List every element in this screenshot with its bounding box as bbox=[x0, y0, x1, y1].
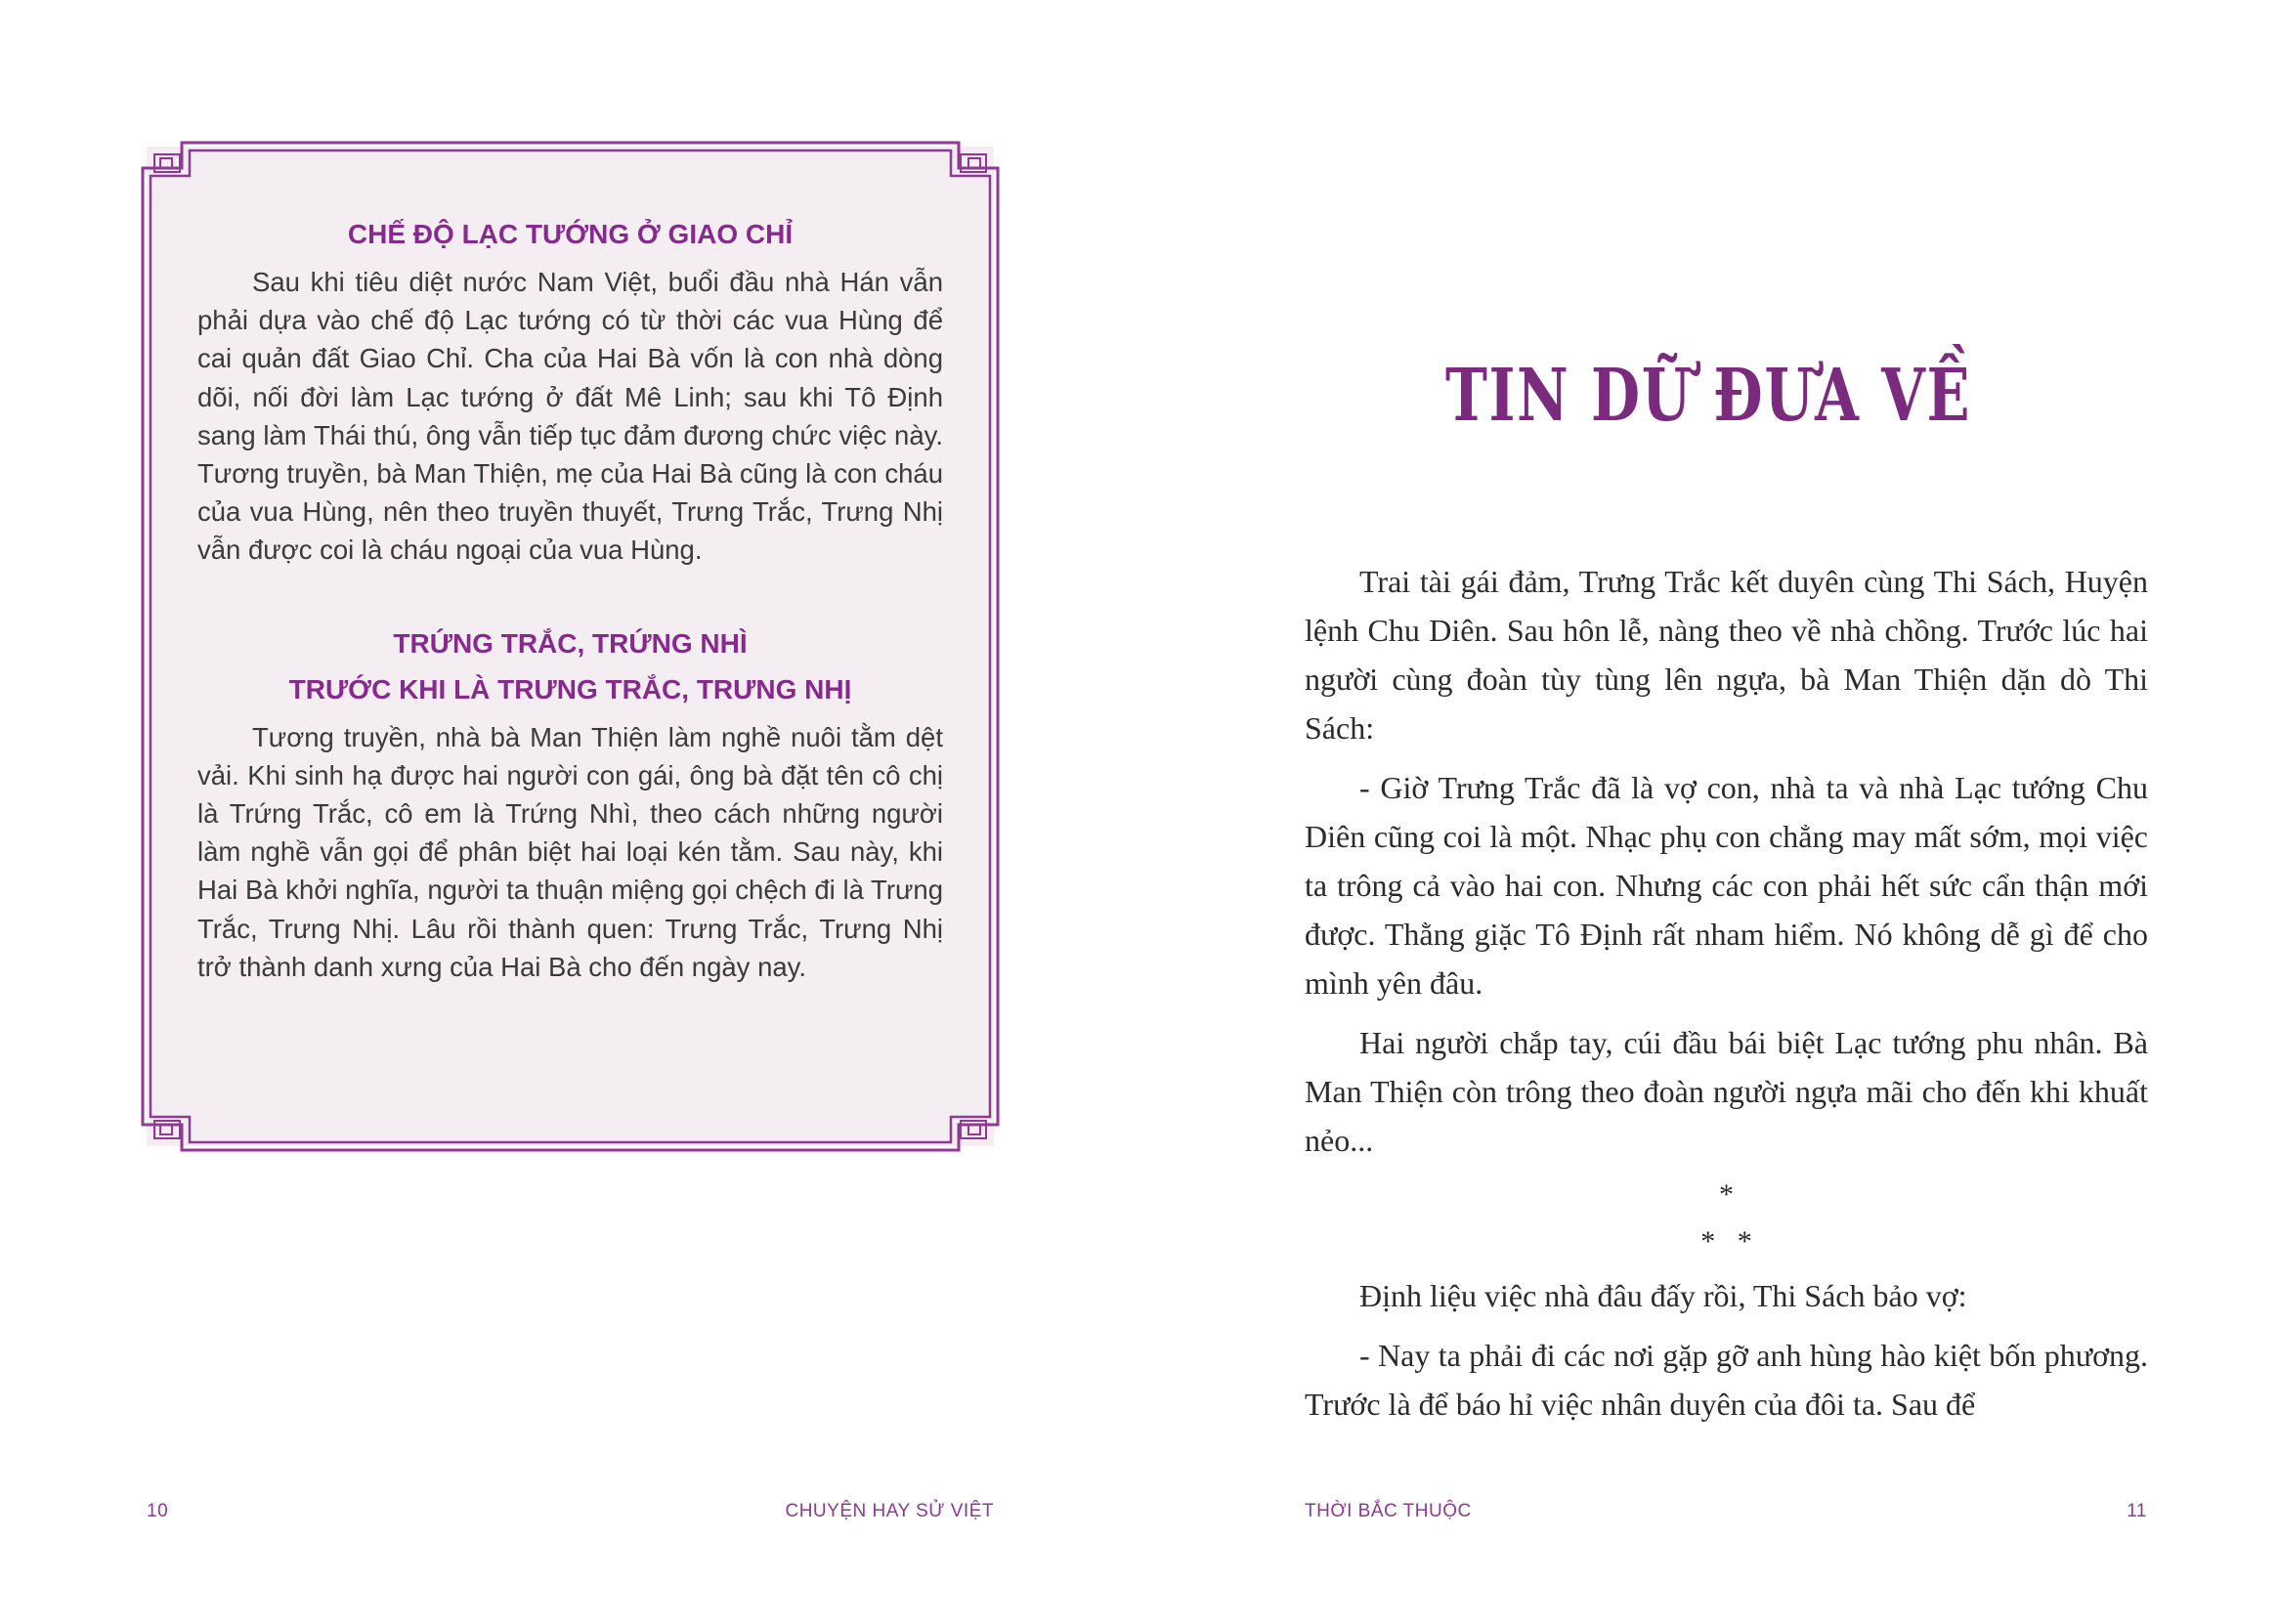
separator-line-2: * * bbox=[1700, 1225, 1752, 1258]
sidebar-heading-2-line1: TRỨNG TRẮC, TRỨNG NHÌ bbox=[393, 627, 748, 659]
separator-line-1: * bbox=[1719, 1178, 1734, 1211]
story-paragraph: - Giờ Trưng Trắc đã là vợ con, nhà ta và nhà Lạc tướng Chu Diên cũng coi là một. Nhạc phụ con chẳng may mất sớm, mọi việc ta trông cả vào hai con. Nhưng các con phải hết sức cẩn thận mới được. Thằng giặc Tô Định rất nham hiểm. Nó không dễ gì để cho mình yên đâu. bbox=[1305, 770, 2148, 1001]
section-separator bbox=[1305, 1172, 2148, 1265]
sidebar-paragraph-2: Tương truyền, nhà bà Man Thiện làm nghề nuôi tằm dệt vải. Khi sinh hạ được hai người con gái, ông bà đặt tên cô chị là Trứng Trắc, cô em là Trứng Nhì, theo cách những người làm nghề vẫn gọi để phân biệt hai loại kén tằm. Sau này, khi Hai Bà khởi nghĩa, người ta thuận miệng gọi chệch đi là Trưng Trắc, Trưng Nhị. Lâu rồi thành quen: Trưng Trắc, Trưng Nhị trở thành danh xưng của Hai Bà cho đến ngày nay. bbox=[197, 721, 943, 982]
story-paragraph: - Nay ta phải đi các nơi gặp gỡ anh hùng hào kiệt bốn phương. Trước là để báo hỉ việc nhân duyên của đôi ta. Sau để bbox=[1305, 1338, 2148, 1422]
story-paragraph: Hai người chắp tay, cúi đầu bái biệt Lạc tướng phu nhân. Bà Man Thiện còn trông theo đoàn người ngựa mãi cho đến khi khuất nẻo... bbox=[1305, 1025, 2148, 1158]
story-paragraph: Trai tài gái đảm, Trưng Trắc kết duyên cùng Thi Sách, Huyện lệnh Chu Diên. Sau hôn lễ, nàng theo về nhà chồng. Trước lúc hai người cùng đoàn tùy tùng lên ngựa, bà Man Thiện dặn dò Thi Sách: bbox=[1305, 564, 2148, 746]
story-paragraph: Định liệu việc nhà đâu đấy rồi, Thi Sách bảo vợ: bbox=[1359, 1278, 1967, 1313]
page-number-right: 11 bbox=[2127, 1501, 2147, 1521]
sidebar-box bbox=[147, 147, 994, 1146]
sidebar-content bbox=[197, 211, 943, 986]
sidebar-heading-2-line2: TRƯỚC KHI LÀ TRƯNG TRẮC, TRƯNG NHỊ bbox=[288, 673, 852, 705]
right-page bbox=[1139, 0, 2278, 1624]
running-header-book-title: CHUYỆN HAY SỬ VIỆT bbox=[785, 1501, 994, 1521]
sidebar-paragraph-1: Sau khi tiêu diệt nước Nam Việt, buổi đầu nhà Hán vẫn phải dựa vào chế độ Lạc tướng có từ thời các vua Hùng để cai quản đất Giao Chỉ. Cha của Hai Bà vốn là con nhà dòng dõi, nối đời làm Lạc tướng ở đất Mê Linh; sau khi Tô Định sang làm Thái thú, ông vẫn tiếp tục đảm đương chức việc này. Tương truyền, bà Man Thiện, mẹ của Hai Bà cũng là con cháu của vua Hùng, nên theo truyền thuyết, Trưng Trắc, Trưng Nhị vẫn được coi là cháu ngoại của vua Hùng. bbox=[197, 267, 943, 566]
sidebar-heading-1: CHẾ ĐỘ LẠC TƯỚNG Ở GIAO CHỈ bbox=[347, 219, 794, 249]
chapter-title: TIN DỮ ĐƯA VỀ bbox=[1444, 354, 1972, 438]
running-header-section-title: THỜI BẮC THUỘC bbox=[1305, 1501, 1472, 1521]
page-number-left: 10 bbox=[147, 1501, 169, 1521]
story-text bbox=[1305, 557, 2148, 1439]
